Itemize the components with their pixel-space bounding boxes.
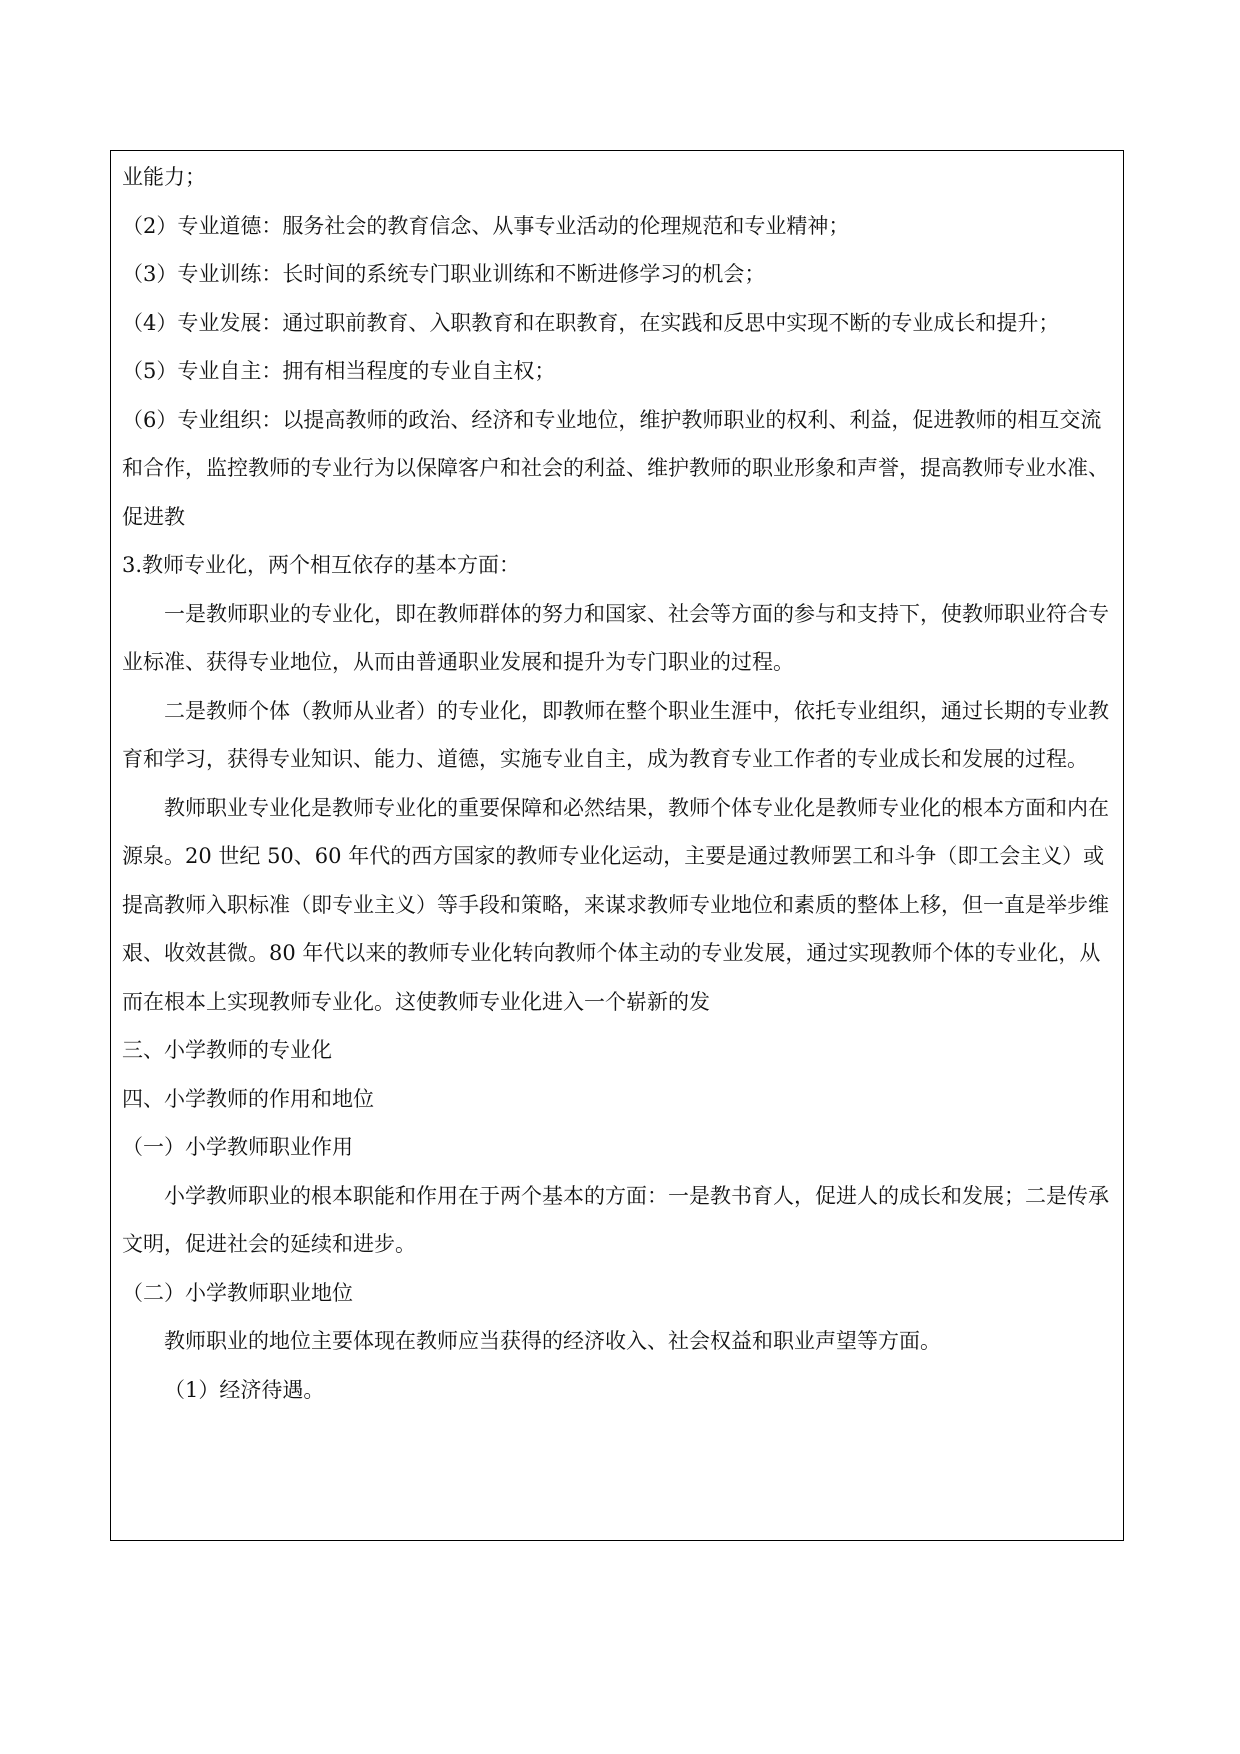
paragraph: （6）专业组织：以提高教师的政治、经济和专业地位，维护教师职业的权利、利益，促进教师的相互交流和合作，监控教师的专业行为以保障客户和社会的利益、维护教师的职业形象和声誉，提高教师专业水准、促进教 [122, 407, 1109, 529]
subsection-heading: （一）小学教师职业作用 [122, 1135, 353, 1159]
paragraph: （3）专业训练：长时间的系统专门职业训练和不断进修学习的机会； [122, 262, 766, 286]
paragraph: （2）专业道德：服务社会的教育信念、从事专业活动的伦理规范和专业精神； [122, 213, 850, 238]
paragraph: 教师职业的地位主要体现在教师应当获得的经济收入、社会权益和职业声望等方面。 [164, 1329, 941, 1353]
paragraph: （5）专业自主：拥有相当程度的专业自主权； [122, 359, 556, 383]
paragraph: 教师职业专业化是教师专业化的重要保障和必然结果，教师个体专业化是教师专业化的根本方面和内在源泉。20 世纪 50、60 年代的西方国家的教师专业化运动，主要是通过教师罢工和斗争（即工会主义）或提高教师入职标准（即专业主义）等手段和策略，来谋求教师专业地位和素质的整体上移，但一直是举步维艰、收效甚微。80 年代以来的教师专业化转向教师个体主动的专业发展，通过实现教师个体的专业化，从而在根本上实现教师专业化。这使教师专业化进入一个崭新的发 [122, 795, 1109, 1014]
paragraph: 业能力； [122, 165, 206, 189]
paragraph: 小学教师职业的根本职能和作用在于两个基本的方面：一是教书育人，促进人的成长和发展；二是传承文明，促进社会的延续和进步。 [122, 1183, 1109, 1256]
document-body [122, 153, 1112, 1414]
list-item: （1）经济待遇。 [164, 1377, 325, 1402]
section-heading: 四、小学教师的作用和地位 [122, 1086, 374, 1111]
paragraph: 二是教师个体（教师从业者）的专业化，即教师在整个职业生涯中，依托专业组织，通过长期的专业教育和学习，获得专业知识、能力、道德，实施专业自主，成为教育专业工作者的专业成长和发展的过程。 [122, 698, 1109, 771]
section-heading: 三、小学教师的专业化 [122, 1038, 332, 1062]
paragraph: （4）专业发展：通过职前教育、入职教育和在职教育，在实践和反思中实现不断的专业成长和提升； [122, 310, 1060, 335]
paragraph: 一是教师职业的专业化，即在教师群体的努力和国家、社会等方面的参与和支持下，使教师职业符合专业标准、获得专业地位，从而由普通职业发展和提升为专门职业的过程。 [122, 601, 1109, 674]
subsection-heading: （二）小学教师职业地位 [122, 1280, 353, 1305]
paragraph: 3.教师专业化，两个相互依存的基本方面： [122, 553, 521, 577]
